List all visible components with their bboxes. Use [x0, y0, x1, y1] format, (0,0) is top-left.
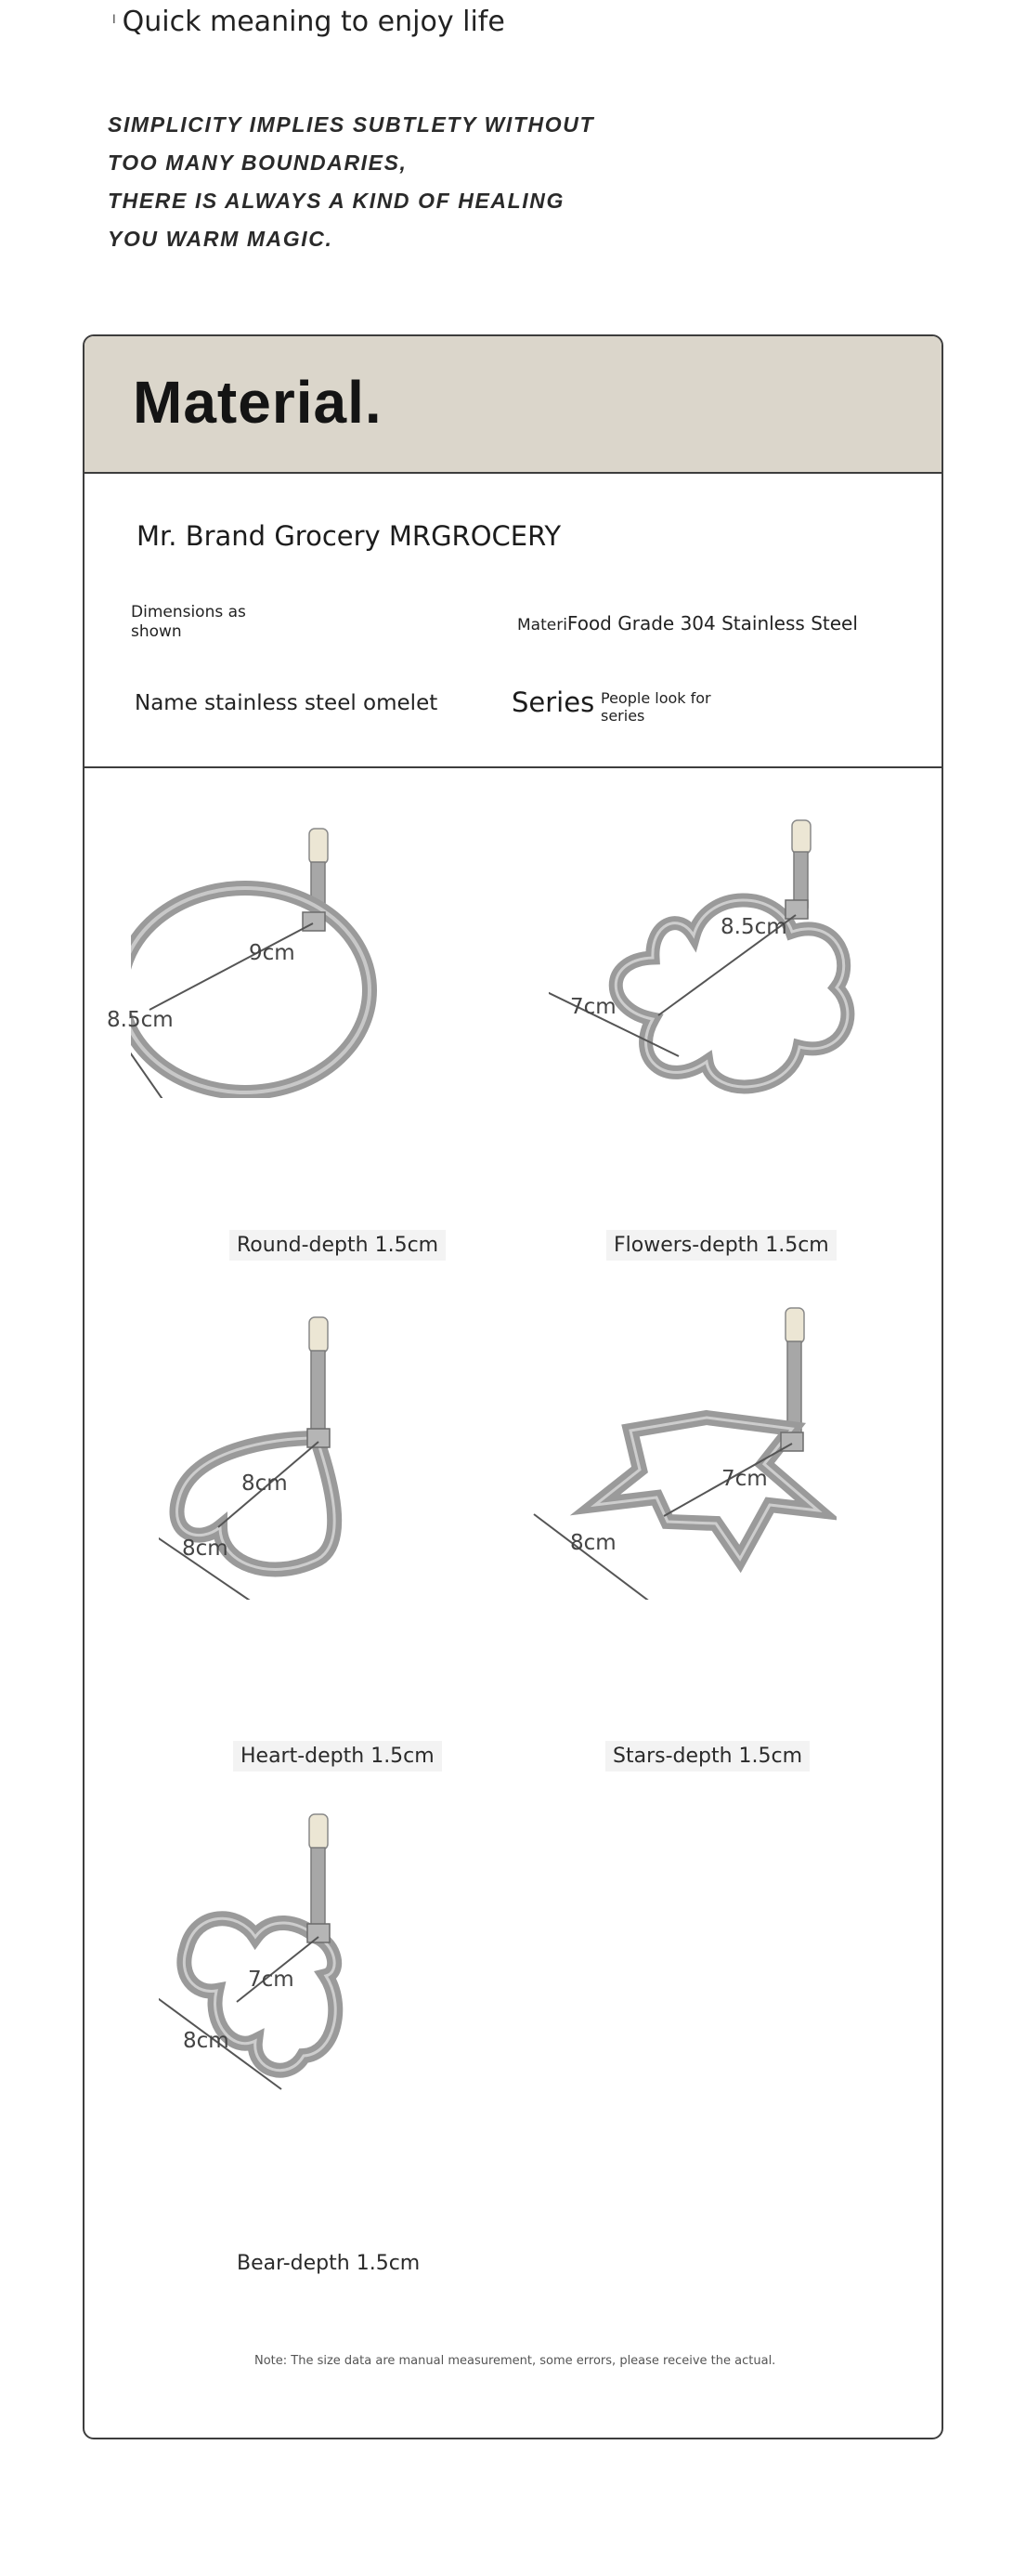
caption-round: Round-depth 1.5cm	[229, 1230, 446, 1261]
dimension-label: 7cm	[570, 995, 617, 1019]
dimension-label: 8cm	[241, 1471, 288, 1496]
star-mold-image	[521, 1302, 837, 1600]
size-note: Note: The size data are manual measurement, some errors, please receive the actual.	[254, 2354, 776, 2368]
dimension-label: 8.5cm	[721, 915, 787, 939]
material-card	[83, 334, 943, 2439]
tick-mark: ╷	[110, 6, 119, 23]
dimension-label: 7cm	[721, 1467, 768, 1491]
dimension-label: 9cm	[249, 941, 295, 965]
poem-line: SIMPLICITY IMPLIES SUBTLETY WITHOUT	[108, 112, 595, 137]
name-text: Name stainless steel omelet	[135, 691, 438, 715]
card-header	[84, 336, 942, 474]
poem-line: THERE IS ALWAYS A KIND OF HEALING	[108, 189, 565, 213]
material-value: Food Grade 304 Stainless Steel	[566, 612, 858, 634]
dimension-label: 8cm	[182, 1536, 228, 1561]
dimension-label: 8cm	[570, 1531, 617, 1555]
poem-line: TOO MANY BOUNDARIES,	[108, 150, 408, 175]
tagline-text: Quick meaning to enjoy life	[122, 6, 505, 38]
product-flowers	[549, 815, 864, 1112]
dimension-label: 7cm	[248, 1968, 294, 1992]
caption-bear: Bear-depth 1.5cm	[237, 2252, 421, 2275]
caption-heart: Heart-depth 1.5cm	[233, 1741, 442, 1772]
tagline	[110, 6, 505, 38]
material-label: Materi	[517, 616, 567, 634]
bear-mold-image	[159, 1809, 437, 2106]
material-spec	[517, 612, 858, 634]
product-bear	[159, 1809, 437, 2106]
caption-flowers: Flowers-depth 1.5cm	[606, 1230, 837, 1261]
poem-line: YOU WARM MAGIC.	[108, 227, 333, 251]
brand-text: Mr. Brand Grocery MRGROCERY	[136, 520, 562, 552]
material-title: Material.	[133, 369, 383, 436]
dimension-label: 8cm	[183, 2029, 229, 2053]
poem-block	[108, 106, 594, 258]
product-heart	[159, 1312, 437, 1600]
section-divider	[84, 766, 942, 768]
caption-stars: Stars-depth 1.5cm	[605, 1741, 810, 1772]
series-label: Series	[512, 686, 595, 718]
product-round	[107, 819, 409, 1098]
dimensions-text: Dimensions as shown	[131, 603, 246, 641]
series-value: People look for series	[601, 689, 711, 725]
flower-mold-image	[549, 815, 864, 1112]
product-stars	[521, 1302, 837, 1600]
dimension-label: 8.5cm	[107, 1008, 174, 1032]
